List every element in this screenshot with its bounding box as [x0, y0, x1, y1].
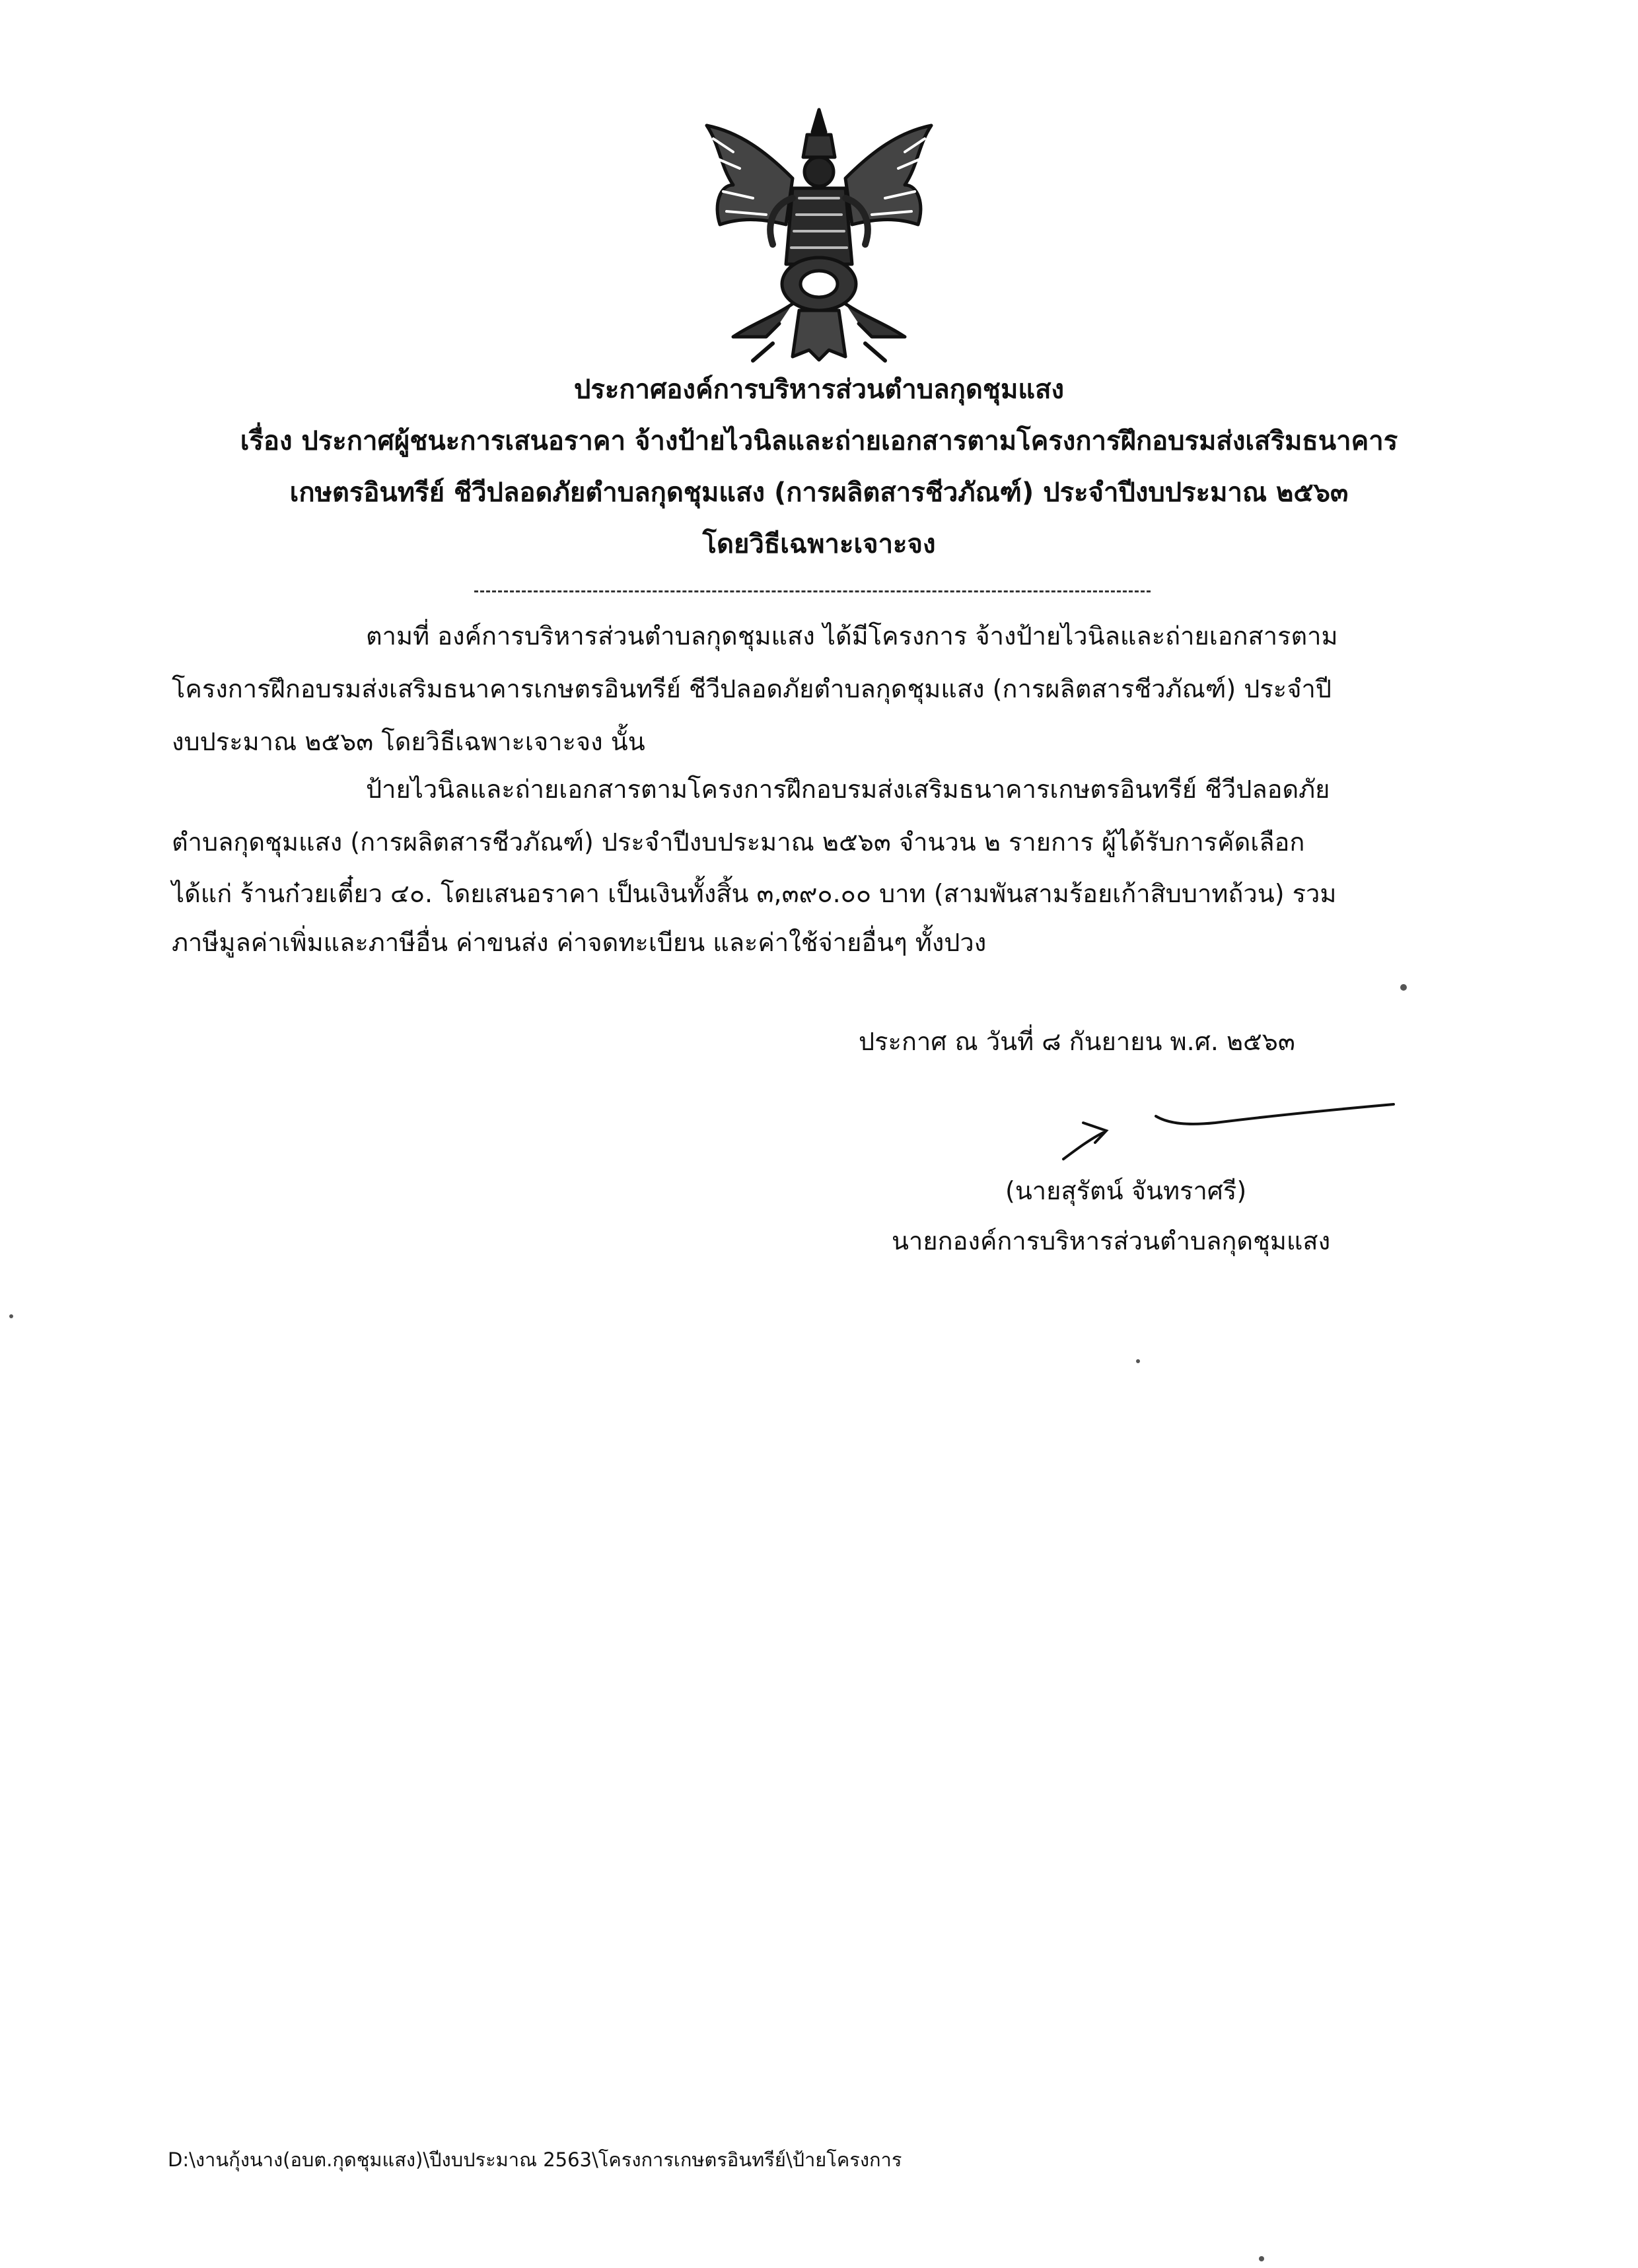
- scan-speck: [1259, 2256, 1264, 2261]
- announcement-date: ประกาศ ณ วันที่ ๘ กันยายน พ.ศ. ๒๕๖๓: [859, 1027, 1295, 1056]
- subject-line-3: โดยวิธีเฉพาะเจาะจง: [702, 529, 936, 559]
- handwritten-signature: [1057, 1096, 1400, 1176]
- scan-speck: [1136, 1359, 1140, 1363]
- scan-speck: [1400, 984, 1407, 991]
- paragraph-2-line-1: ป้ายไวนิลและถ่ายเอกสารตามโครงการฝึกอบรมส่งเสริมธนาคารเกษตรอินทรีย์ ชีวีปลอดภัย: [366, 775, 1330, 804]
- paragraph-2-line-2: ตำบลกุดชุมแสง (การผลิตสารชีวภัณฑ์) ประจำปีงบประมาณ ๒๕๖๓ จำนวน ๒ รายการ ผู้ได้รับการคัดเลือก: [172, 828, 1305, 857]
- announcement-title: ประกาศองค์การบริหารส่วนตำบลกุดชุมแสง: [573, 374, 1065, 405]
- paragraph-2-line-4: ภาษีมูลค่าเพิ่มและภาษีอื่น ค่าขนส่ง ค่าจดทะเบียน และค่าใช้จ่ายอื่นๆ ทั้งปวง: [172, 928, 987, 957]
- paragraph-1-line-2: โครงการฝึกอบรมส่งเสริมธนาคารเกษตรอินทรีย์ ชีวีปลอดภัยตำบลกุดชุมแสง (การผลิตสารชีวภัณฑ์) ประจำปี: [172, 674, 1332, 703]
- file-path-footer: D:\งานกุ้งนาง(อบต.กุดชุมแสง)\ปีงบประมาณ 2563\โครงการเกษตรอินทรีย์\ป้ายโครงการ: [168, 2148, 902, 2171]
- paragraph-1-line-3: งบประมาณ ๒๕๖๓ โดยวิธีเฉพาะเจาะจง นั้น: [172, 727, 645, 756]
- garuda-emblem-icon: [694, 106, 944, 363]
- paragraph-1-line-1: ตามที่ องค์การบริหารส่วนตำบลกุดชุมแสง ได้มีโครงการ จ้างป้ายไวนิลและถ่ายเอกสารตาม: [366, 621, 1338, 651]
- subject-line-1: เรื่อง ประกาศผู้ชนะการเสนอราคา จ้างป้ายไวนิลและถ่ายเอกสารตามโครงการฝึกอบรมส่งเสริมธนาคาร: [240, 426, 1398, 456]
- signer-title: นายกองค์การบริหารส่วนตำบลกุดชุมแสง: [892, 1226, 1331, 1256]
- subject-line-2: เกษตรอินทรีย์ ชีวีปลอดภัยตำบลกุดชุมแสง (การผลิตสารชีวภัณฑ์) ประจำปีงบประมาณ ๒๕๖๓: [289, 478, 1349, 508]
- scan-speck: [9, 1314, 13, 1318]
- paragraph-2-line-3: ได้แก่ ร้านก๋วยเตี๋ยว ๔๐. โดยเสนอราคา เป็นเงินทั้งสิ้น ๓,๓๙๐.๐๐ บาท (สามพันสามร้อยเก้าสิบบาทถ้วน) รวม: [172, 879, 1337, 908]
- signer-name: (นายสุรัตน์ จันทราศรี): [1005, 1176, 1247, 1205]
- header-divider: [474, 590, 1151, 592]
